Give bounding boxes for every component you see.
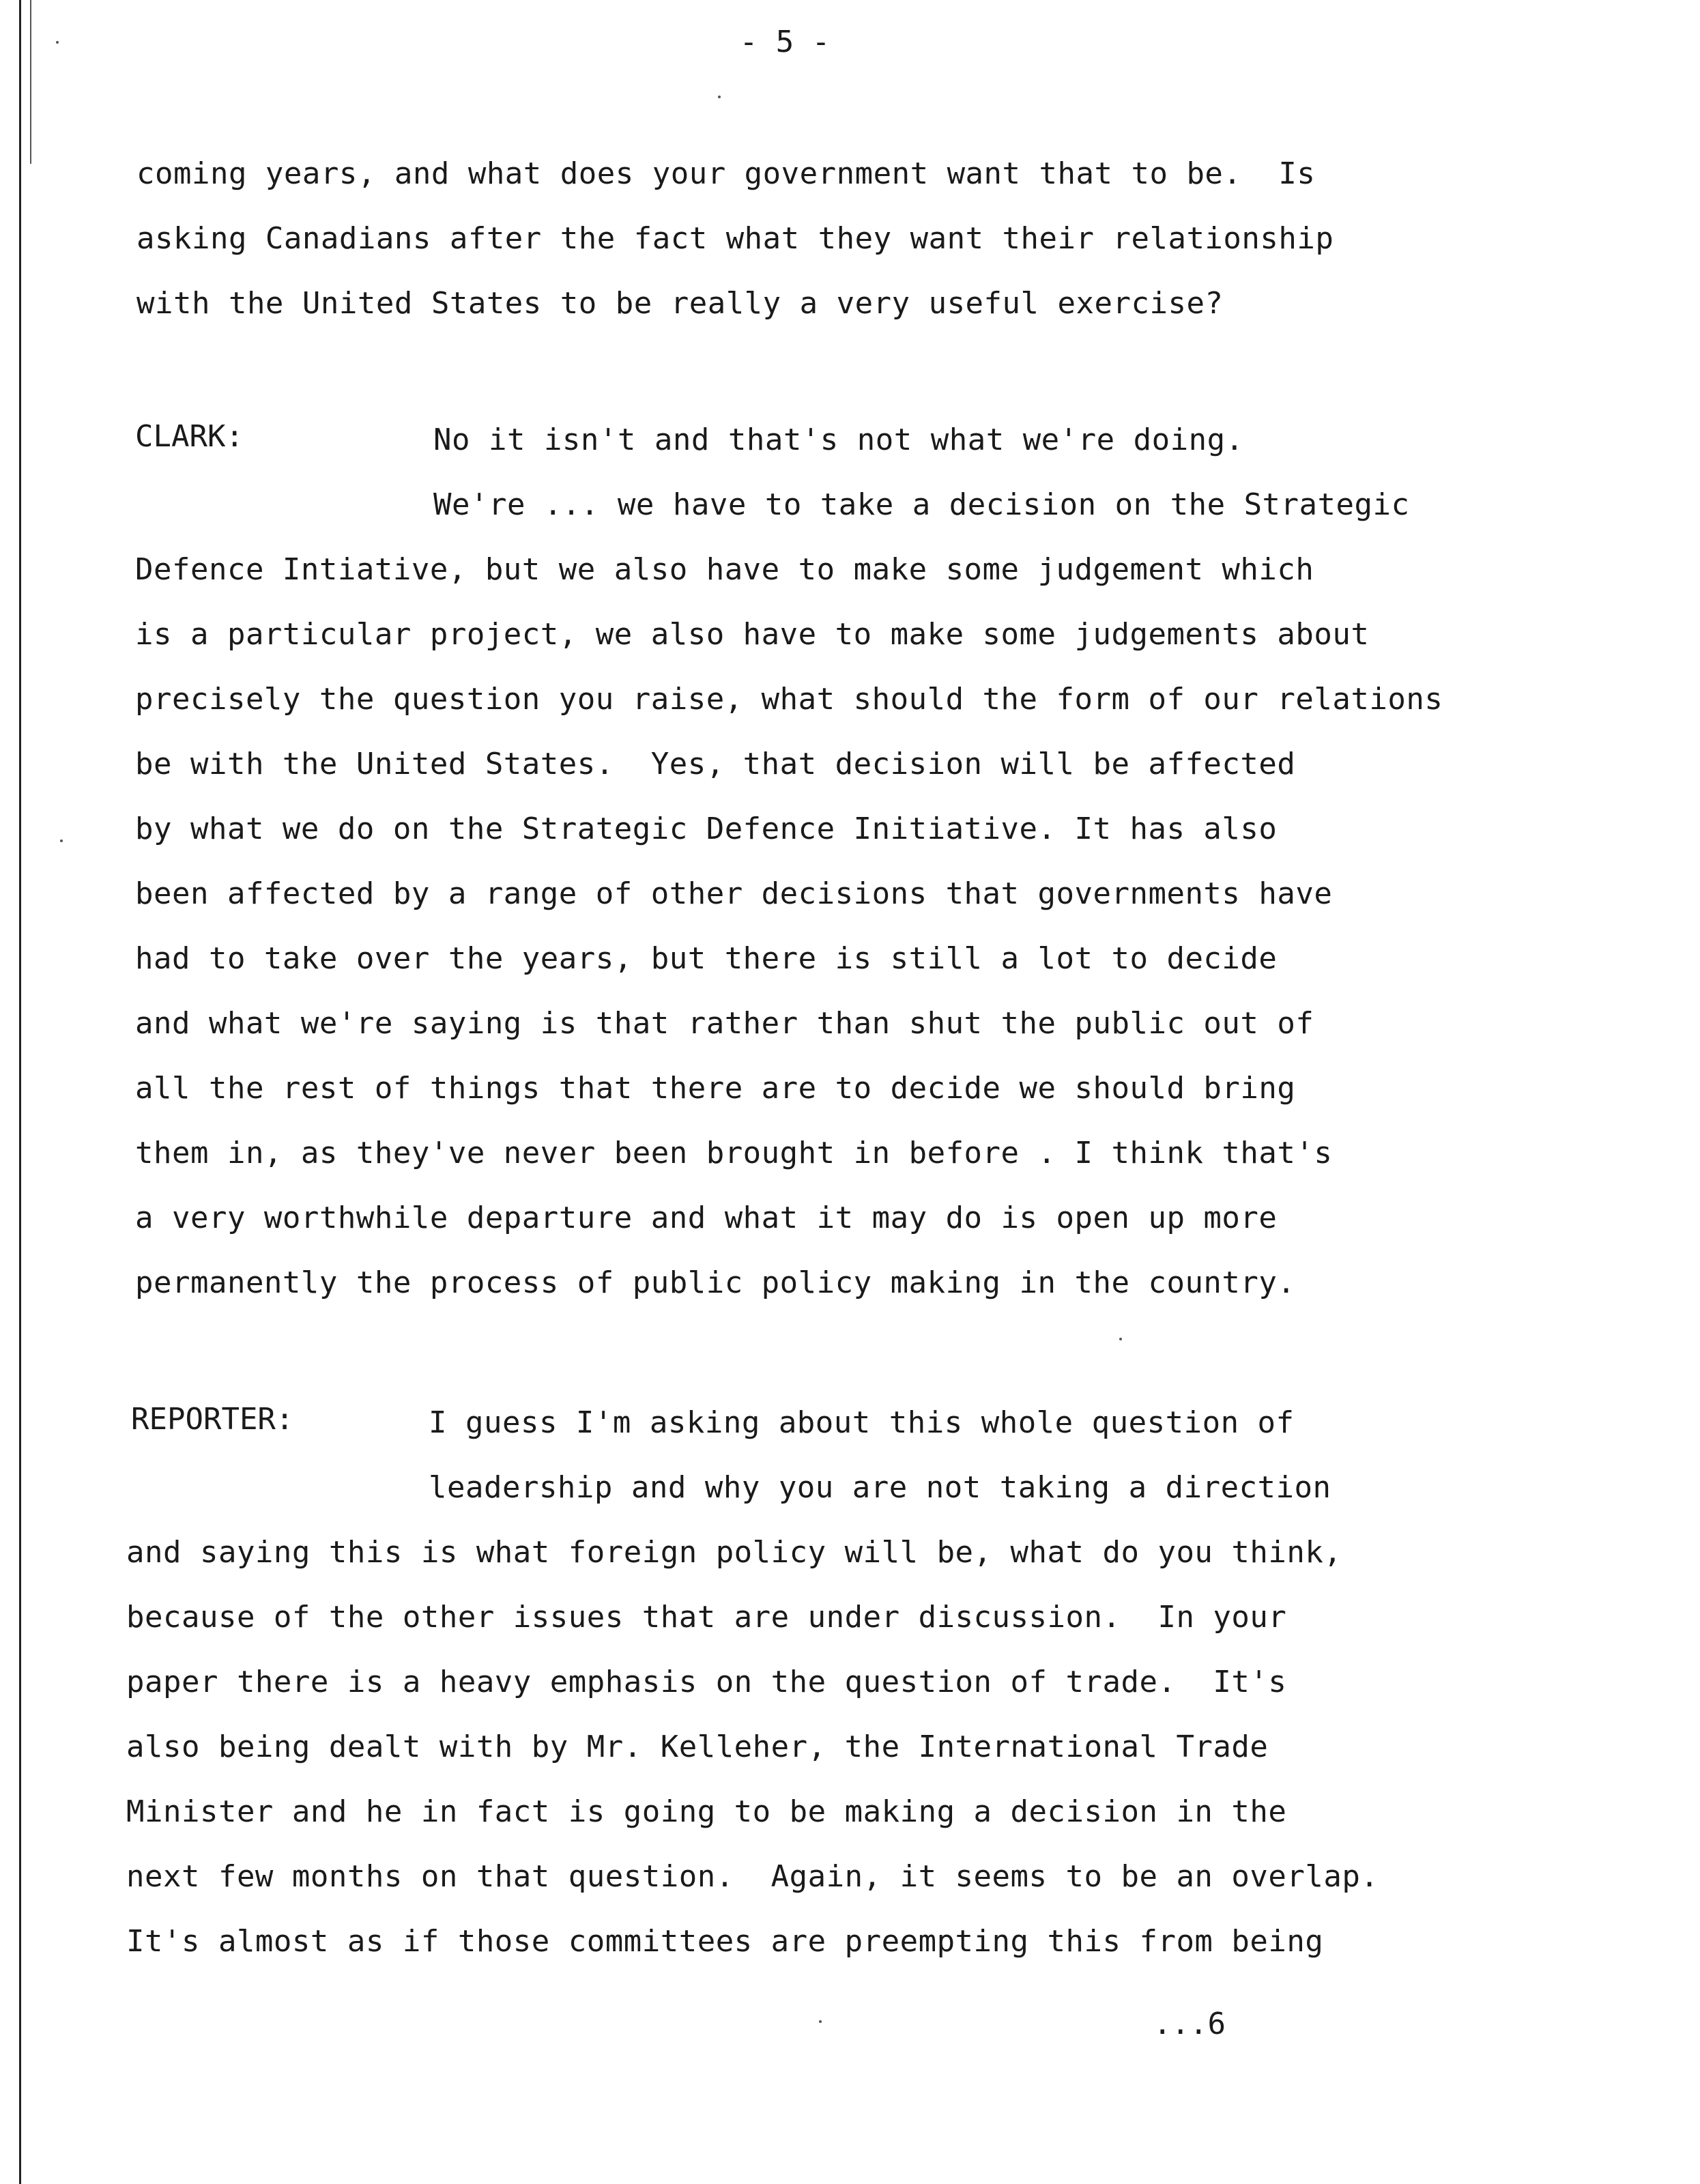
scan-speck	[718, 96, 721, 98]
reporter-line-6: also being dealt with by Mr. Kelleher, the International Trade	[126, 1729, 1269, 1764]
clark-line-10: and what we're saying is that rather than shut the public out of	[135, 1006, 1314, 1041]
clark-line-3: Defence Intiative, but we also have to make some judgement which	[135, 552, 1314, 587]
reporter-line-3: and saying this is what foreign policy will be, what do you think,	[126, 1535, 1342, 1570]
speaker-clark: CLARK:	[135, 419, 244, 454]
reporter-line-4: because of the other issues that are under discussion. In your	[126, 1600, 1287, 1635]
page-number: - 5 -	[739, 25, 831, 59]
left-margin-rule	[19, 0, 21, 2184]
clark-line-5: precisely the question you raise, what should the form of our relations	[135, 682, 1443, 717]
clark-line-6: be with the United States. Yes, that decision will be affected	[135, 747, 1296, 781]
clark-line-11: all the rest of things that there are to decide we should bring	[135, 1071, 1296, 1106]
reporter-line-8: next few months on that question. Again, it seems to be an overlap.	[126, 1859, 1379, 1894]
clark-line-4: is a particular project, we also have to make some judgements about	[135, 617, 1370, 652]
reporter-line-1: I guess I'm asking about this whole question of	[429, 1405, 1295, 1440]
clark-line-14: permanently the process of public policy making in the country.	[135, 1265, 1296, 1300]
reporter-line-7: Minister and he in fact is going to be making a decision in the	[126, 1794, 1287, 1829]
clark-line-12: them in, as they've never been brought in before . I think that's	[135, 1136, 1333, 1170]
clark-line-2: We're ... we have to take a decision on the Strategic	[433, 487, 1410, 522]
intro-line-3: with the United States to be really a very useful exercise?	[136, 286, 1224, 321]
clark-line-7: by what we do on the Strategic Defence Initiative. It has also	[135, 811, 1278, 846]
scan-speck	[56, 41, 59, 44]
scan-speck	[60, 839, 63, 842]
continuation-marker: ...6	[1153, 2007, 1226, 2041]
reporter-line-9: It's almost as if those committees are preempting this from being	[126, 1924, 1324, 1959]
scan-speck	[1119, 1338, 1122, 1340]
clark-line-1: No it isn't and that's not what we're doing.	[433, 422, 1244, 457]
intro-line-1: coming years, and what does your government want that to be. Is	[136, 156, 1316, 191]
clark-line-8: been affected by a range of other decisions that governments have	[135, 876, 1333, 911]
reporter-line-5: paper there is a heavy emphasis on the question of trade. It's	[126, 1665, 1287, 1699]
reporter-line-2: leadership and why you are not taking a direction	[429, 1470, 1331, 1505]
left-margin-rule-inner	[30, 0, 31, 164]
speaker-reporter: REPORTER:	[131, 1402, 294, 1437]
clark-line-13: a very worthwhile departure and what it may do is open up more	[135, 1201, 1278, 1235]
intro-line-2: asking Canadians after the fact what they want their relationship	[136, 221, 1334, 256]
clark-line-9: had to take over the years, but there is still a lot to decide	[135, 941, 1278, 976]
scan-speck	[819, 2020, 822, 2023]
